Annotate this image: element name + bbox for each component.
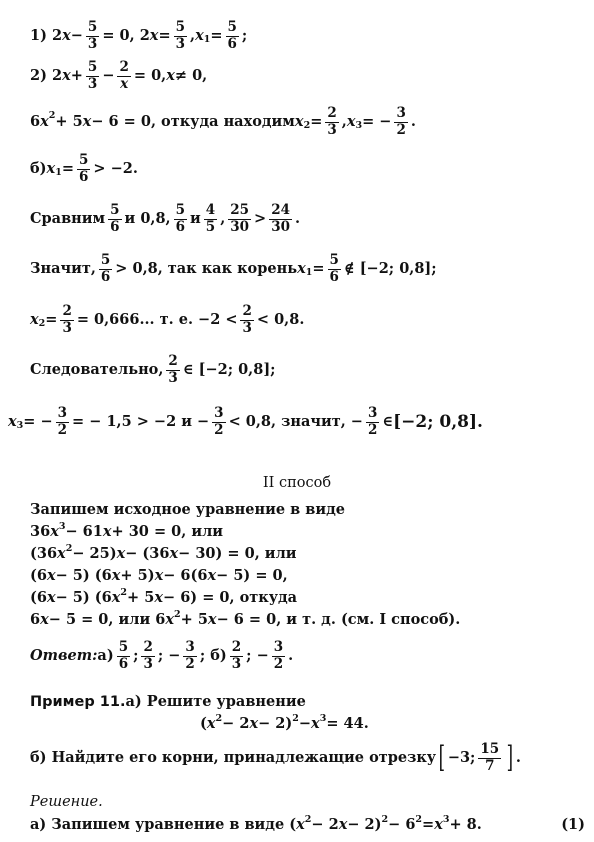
text: = −: [23, 412, 53, 430]
var: x: [195, 26, 204, 44]
fraction: $\frac{3}{2}$: [57, 405, 68, 438]
var: x: [46, 159, 56, 177]
text: = − 1,5 > −2 и −: [72, 412, 210, 430]
example-line: [30, 695, 306, 710]
var: x: [166, 66, 175, 84]
var: x: [149, 26, 159, 44]
text: а) Решите уравнение: [125, 693, 306, 710]
text: =: [312, 259, 325, 277]
last-line: а) Запишем уравнение в виде ( x 2 − 2 x − 2) 2 − 6 2 = x 3 + 8. (1): [30, 813, 585, 833]
fraction: 2 3: [168, 353, 178, 386]
line-4: [30, 153, 138, 185]
line-9: [8, 406, 483, 438]
var: x: [40, 112, 49, 130]
heading-text: II способ: [262, 475, 332, 491]
fraction: $\frac{2}{3}$: [327, 105, 337, 138]
line-1: [30, 20, 247, 52]
text: > −2.: [93, 159, 138, 177]
text: ;: [241, 26, 248, 44]
text: ,: [341, 112, 347, 130]
fraction: 5 6: [175, 202, 186, 235]
fraction: $\frac{3}{2}$: [367, 405, 378, 438]
equation-number: (1): [561, 816, 585, 833]
fraction: 2 3: [242, 303, 252, 336]
text: Решение.: [30, 794, 103, 810]
fraction: $\frac{5}{6}$: [227, 19, 237, 52]
text: и 0,8,: [124, 209, 171, 227]
line-3: [30, 106, 416, 138]
text: [−2; 0,8].: [393, 411, 483, 432]
text: ,: [190, 26, 196, 44]
method-line-3: (36 x 2 − 25) x − (36 x − 30) = 0, или: [30, 542, 297, 562]
fraction: 25 30: [230, 202, 250, 235]
fraction: $\frac{5}{6}$: [329, 252, 339, 285]
method-line-1: [30, 503, 345, 518]
text: .: [295, 209, 301, 227]
fraction: $\frac{5}{6}$: [78, 152, 89, 185]
fraction: $\frac{5}{3}$: [87, 19, 98, 52]
text: =: [310, 112, 323, 130]
text: + 5: [55, 112, 83, 130]
subscript: 1: [55, 167, 62, 179]
fraction: 2 3: [231, 639, 242, 672]
text: ≠ 0,: [174, 66, 208, 84]
text: < 0,8, значит, −: [228, 412, 363, 430]
superscript: 2: [48, 110, 56, 122]
fraction: 5 6: [110, 202, 120, 235]
var: x: [82, 112, 92, 130]
subscript: 3: [16, 420, 24, 432]
method-line-2: 36 x 3 − 61 x + 30 = 0, или: [30, 520, 224, 540]
text: 1) 2: [30, 26, 63, 44]
text: ∈ [−2; 0,8];: [182, 360, 276, 378]
fraction: 4 5: [205, 202, 216, 235]
line-2: [30, 60, 207, 92]
subscript: 1: [305, 267, 313, 279]
fraction: 5 6: [100, 252, 111, 285]
example-equation: ( x 2 − 2 x − 2) 2 − x 3 = 44.: [200, 712, 369, 732]
text: 2) 2: [30, 66, 63, 84]
fraction: 2 3: [143, 639, 153, 672]
answer-line: Ответ: а) 5 6 ; 2 3 ; − $\frac{3}{2}$ ; б) 2 3 ; − $\frac{3}{2}$ .: [30, 639, 294, 672]
line-5: [30, 203, 300, 235]
fraction: $\frac{5}{3}$: [175, 19, 186, 52]
example-label: Пример 11.: [30, 694, 126, 710]
var: x: [294, 112, 304, 130]
fraction: $\frac{5}{3}$: [87, 59, 98, 92]
text: ∈: [382, 412, 394, 430]
line-8: [30, 354, 276, 386]
section-heading: [0, 476, 594, 491]
subscript: 2: [303, 120, 311, 132]
subscript: 2: [38, 318, 46, 330]
text: −: [70, 26, 83, 44]
line-7: [30, 304, 304, 336]
part-b-line: б) Найдите его корни, принадлежащие отрезку [ −3; 15 7 ] .: [30, 740, 521, 776]
method-line-6: 6 x − 5 = 0, или 6 x 2 + 5 x − 6 = 0, и т. д. (см. I способ).: [30, 608, 461, 628]
text: −: [102, 66, 115, 84]
fraction: $\frac{3}{2}$: [396, 105, 406, 138]
fraction: $\frac{2}{x}$: [119, 59, 129, 92]
var: x: [30, 310, 39, 328]
text: = 0, 2: [102, 26, 150, 44]
fraction: 15 7: [480, 741, 500, 774]
text: ,: [220, 209, 226, 227]
text: Сравним: [30, 209, 106, 227]
text: Следовательно,: [30, 360, 164, 378]
text: =: [61, 159, 74, 177]
line-6: [30, 253, 437, 285]
var: x: [346, 112, 356, 130]
fraction: $\frac{3}{2}$: [185, 639, 195, 672]
text: =: [45, 310, 58, 328]
subscript: 3: [355, 120, 363, 132]
fraction: $\frac{2}{3}$: [62, 303, 72, 336]
text: 6: [30, 112, 41, 130]
fraction: 24 30: [271, 202, 290, 235]
text: и: [190, 209, 201, 227]
fraction: $\frac{3}{2}$: [273, 639, 284, 672]
var: x: [62, 26, 71, 44]
text: ∉ [−2; 0,8];: [343, 259, 437, 277]
bracket-right: ]: [506, 740, 514, 776]
text: Запишем исходное уравнение в виде: [30, 501, 346, 518]
text: +: [70, 66, 83, 84]
text: .: [410, 112, 416, 130]
answer-label: Ответ:: [30, 646, 98, 664]
var: x: [62, 66, 71, 84]
solution-label: [30, 795, 103, 810]
text: =: [210, 26, 223, 44]
subscript: 1: [203, 34, 211, 46]
text: Значит,: [30, 259, 96, 277]
method-line-5: (6 x − 5) (6 x 2 + 5 x − 6) = 0, откуда: [30, 586, 298, 606]
method-line-4: (6 x − 5) (6 x + 5) x − 6(6 x − 5) = 0,: [30, 567, 288, 584]
var: x: [297, 259, 306, 277]
fraction: 5 6: [118, 639, 129, 672]
fraction: $\frac{3}{2}$: [214, 405, 224, 438]
text: = −: [362, 112, 392, 130]
text: >: [254, 209, 267, 227]
text: − 6 = 0, откуда находим: [91, 112, 295, 130]
bracket-left: [: [438, 740, 446, 776]
text: = 0,666... т. е. −2 <: [76, 310, 238, 328]
text: б): [30, 159, 47, 177]
var: x: [8, 412, 17, 430]
text: < 0,8.: [256, 310, 305, 328]
text: =: [158, 26, 171, 44]
text: = 0,: [133, 66, 167, 84]
text: > 0,8, так как корень: [115, 259, 298, 277]
